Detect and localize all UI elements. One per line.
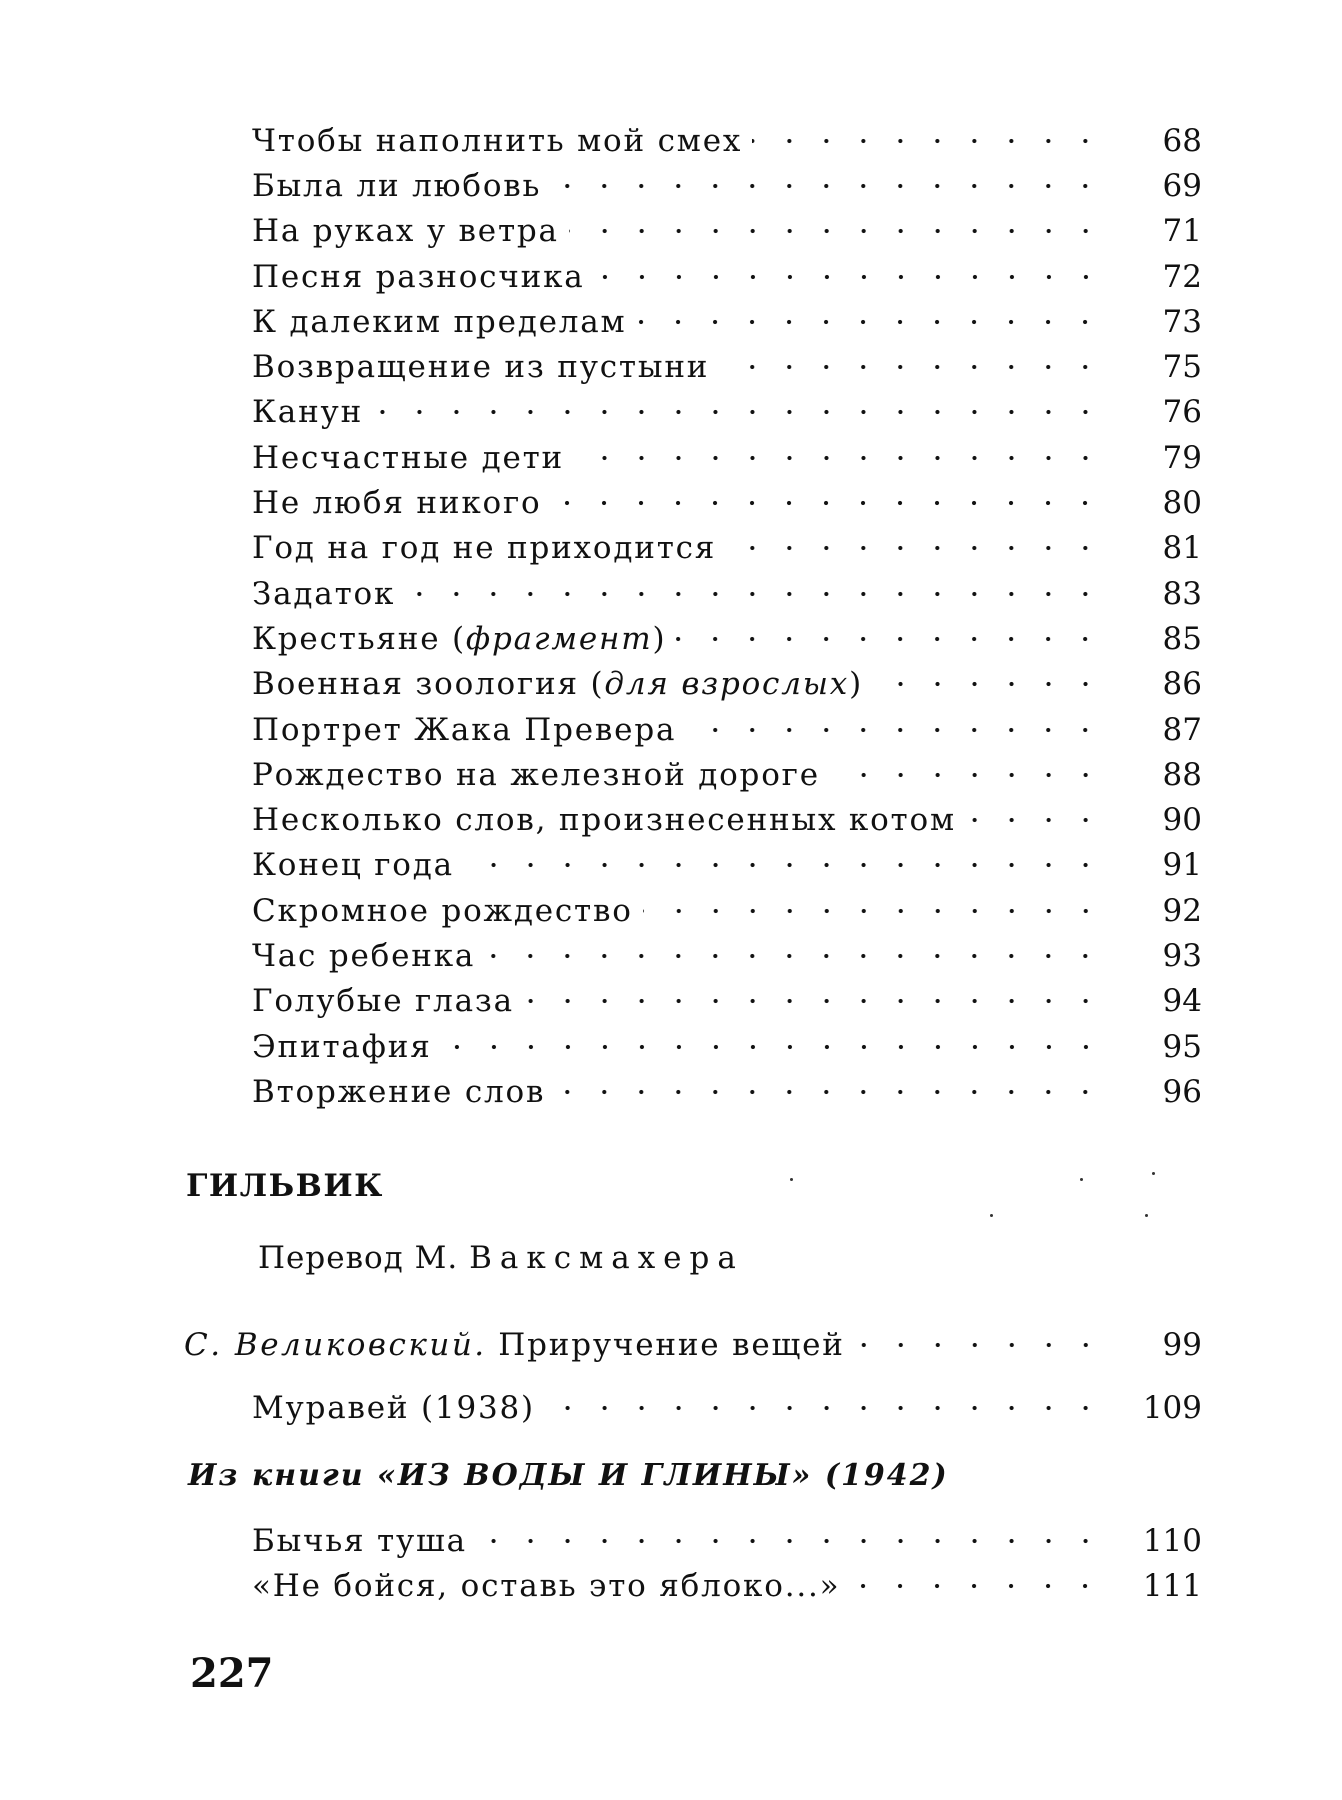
toc-entry-page: 95: [1162, 1028, 1202, 1065]
toc-entry-page: 110: [1142, 1522, 1202, 1559]
toc-entry-title: [252, 530, 726, 566]
toc-entry-title: [252, 123, 752, 159]
section-author-heading: ГИЛЬВИК: [186, 1168, 384, 1204]
leader-dots: [551, 488, 1104, 518]
toc-entry-title-text: Голубые глаза: [252, 983, 514, 1020]
leader-dots: [686, 715, 1104, 745]
toc-entry-title-text: Скромное рождество: [252, 892, 633, 929]
leader-dots: [524, 986, 1104, 1016]
toc-list: [252, 118, 1202, 1115]
leader-dots: [545, 1393, 1104, 1423]
leader-dots: [873, 669, 1104, 699]
print-speck: [790, 1178, 793, 1181]
translator-prefix: Перевод М.: [258, 1240, 459, 1276]
toc-entry-title: Военная зоология (для взрослых): [252, 666, 863, 703]
leader-dots: [477, 1526, 1104, 1556]
toc-entry-title-text: Рождество на железной дороге: [252, 756, 820, 793]
toc-entry-page: 76: [1162, 394, 1202, 431]
leader-dots: [636, 307, 1104, 337]
toc-entry-page: 83: [1162, 575, 1202, 612]
toc-entry-title-text: Песня разносчика: [252, 258, 585, 295]
print-speck: [1152, 1172, 1155, 1175]
toc-entry-title: [252, 847, 464, 883]
leader-dots: [719, 352, 1104, 382]
toc-entry-title: [252, 213, 569, 249]
toc-entry-title: [252, 440, 574, 476]
toc-row: [184, 1322, 1202, 1367]
toc-entry-title: [252, 802, 966, 838]
toc-entry-title: [252, 1029, 442, 1065]
translator-name: Ваксмахера: [469, 1240, 744, 1276]
toc-entry-title-text: Час ребенка: [252, 937, 476, 974]
toc-entry-page: 73: [1162, 303, 1202, 340]
toc-row: [252, 1024, 1202, 1069]
toc-entry-title: [252, 938, 485, 974]
book-entries-list: [252, 1518, 1202, 1609]
toc-entry-title: [252, 168, 551, 204]
toc-entry-title: [252, 1074, 555, 1110]
toc-entry-title-text: Чтобы наполнить мой смех: [252, 122, 743, 159]
toc-row: [252, 1385, 1202, 1430]
toc-entry-note: фрагмент: [465, 620, 653, 657]
leader-dots: [485, 941, 1104, 971]
toc-entry-title: [184, 1327, 855, 1363]
leader-dots: [555, 1077, 1104, 1107]
leader-dots: [464, 850, 1104, 880]
toc-entry-title: [252, 394, 373, 430]
toc-entry-title: [252, 1523, 477, 1559]
toc-row: [252, 209, 1202, 254]
toc-entry-title: [252, 1568, 850, 1604]
toc-entry-title-text: Несчастные дети: [252, 439, 565, 476]
essay-entry: [184, 1322, 1202, 1367]
first-entry: [252, 1385, 1202, 1430]
toc-entry-page: 92: [1162, 892, 1202, 929]
leader-dots: [830, 760, 1104, 790]
toc-row: [252, 390, 1202, 435]
toc-row: [252, 480, 1202, 525]
toc-entry-title: [252, 349, 719, 385]
toc-entry-page: 71: [1162, 213, 1202, 250]
toc-entry-page: 93: [1162, 937, 1202, 974]
toc-row: [252, 526, 1202, 571]
toc-row: [252, 707, 1202, 752]
print-speck: [1145, 1214, 1148, 1217]
toc-entry-title-text: Бычья туша: [252, 1522, 467, 1559]
toc-entry-page: 87: [1162, 711, 1202, 748]
leader-dots: [855, 1330, 1104, 1360]
page-number: 227: [190, 1650, 274, 1697]
toc-row: [252, 662, 1202, 707]
toc-entry-page: 68: [1162, 122, 1202, 159]
leader-dots: [442, 1032, 1104, 1062]
toc-entry-title-text: К далеким пределам: [252, 303, 627, 340]
toc-row: [252, 118, 1202, 163]
toc-entry-title: [252, 576, 405, 612]
leader-dots: [551, 171, 1104, 201]
toc-row: [252, 344, 1202, 389]
toc-entry-title: [252, 983, 524, 1019]
toc-entry-page: 94: [1162, 983, 1202, 1020]
toc-entry-title-text: Несколько слов, произнесенных котом: [252, 802, 956, 839]
leader-dots: [595, 262, 1104, 292]
toc-row: [252, 299, 1202, 344]
toc-entry-title-text: Вторжение слов: [252, 1073, 546, 1110]
toc-row: [252, 254, 1202, 299]
toc-row: [252, 616, 1202, 661]
leader-dots: [850, 1571, 1104, 1601]
essay-title: Приручение вещей: [498, 1326, 845, 1363]
toc-entry-title: [252, 757, 830, 793]
toc-row: [252, 1069, 1202, 1114]
leader-dots: [752, 126, 1104, 156]
toc-entry-page: 111: [1142, 1567, 1202, 1604]
toc-entry-title-text: Год на год не приходится: [252, 530, 717, 567]
toc-entry-title: [252, 259, 595, 295]
toc-entry-title-text: На руках у ветра: [252, 213, 559, 250]
toc-entry-page: 96: [1162, 1073, 1202, 1110]
essay-author: С. Великовский.: [184, 1326, 487, 1363]
toc-entry-page: 79: [1162, 439, 1202, 476]
toc-entry-title: Крестьяне (фрагмент): [252, 620, 667, 657]
toc-entry-page: 88: [1162, 756, 1202, 793]
toc-entry-page: 72: [1162, 258, 1202, 295]
toc-entry-title-text: «Не бойся, оставь это яблоко...»: [252, 1567, 841, 1604]
toc-entry-page: 99: [1162, 1326, 1202, 1363]
leader-dots: [569, 216, 1104, 246]
toc-entry-page: 85: [1162, 620, 1202, 657]
toc-entry-title: Муравей (1938): [252, 1389, 535, 1426]
toc-row: [252, 797, 1202, 842]
toc-entry-title-text: Была ли любовь: [252, 167, 542, 204]
leader-dots: [574, 443, 1104, 473]
toc-entry-title-text: Портрет Жака Превера: [252, 711, 677, 748]
toc-entry-page: 80: [1162, 485, 1202, 522]
toc-row: [252, 888, 1202, 933]
toc-entry-title: [252, 485, 551, 521]
toc-entry-page: 109: [1142, 1389, 1202, 1426]
toc-entry-page: 90: [1162, 802, 1202, 839]
toc-entry-title-text: Задаток: [252, 575, 396, 612]
leader-dots: [726, 533, 1104, 563]
print-speck: [1080, 1178, 1083, 1181]
toc-entry-title: [252, 712, 686, 748]
toc-entry-note: для взрослых: [604, 666, 850, 703]
toc-entry-title-text: Не любя никого: [252, 485, 542, 522]
leader-dots: [966, 805, 1104, 835]
toc-entry-title-text: Конец года: [252, 847, 454, 884]
print-speck: [990, 1214, 993, 1217]
toc-row: [252, 843, 1202, 888]
toc-row: [252, 1518, 1202, 1563]
toc-entry-page: 81: [1162, 530, 1202, 567]
toc-row: [252, 933, 1202, 978]
toc-entry-page: 75: [1162, 349, 1202, 386]
leader-dots: [643, 896, 1104, 926]
toc-row: [252, 979, 1202, 1024]
toc-entry-title: [252, 304, 636, 340]
toc-entry-title-text: Крестьяне: [252, 620, 441, 657]
toc-row: [252, 435, 1202, 480]
toc-entry-page: 69: [1162, 167, 1202, 204]
leader-dots: [373, 397, 1104, 427]
toc-row: [252, 752, 1202, 797]
translator-credit: [258, 1240, 744, 1276]
leader-dots: [405, 579, 1104, 609]
leader-dots: [676, 624, 1104, 654]
toc-row: [252, 1563, 1202, 1608]
toc-row: [252, 571, 1202, 616]
toc-entry-title: [252, 893, 643, 929]
book-title-heading: Из книги «ИЗ ВОДЫ И ГЛИНЫ» (1942): [188, 1458, 949, 1493]
toc-entry-page: 91: [1162, 847, 1202, 884]
toc-entry-page: 86: [1162, 666, 1202, 703]
toc-entry-title-text: Военная зоология: [252, 666, 579, 703]
toc-entry-title-text: Возвращение из пустыни: [252, 349, 710, 386]
toc-entry-title-text: Эпитафия: [252, 1028, 432, 1065]
toc-row: [252, 163, 1202, 208]
toc-entry-title-text: Канун: [252, 394, 364, 431]
